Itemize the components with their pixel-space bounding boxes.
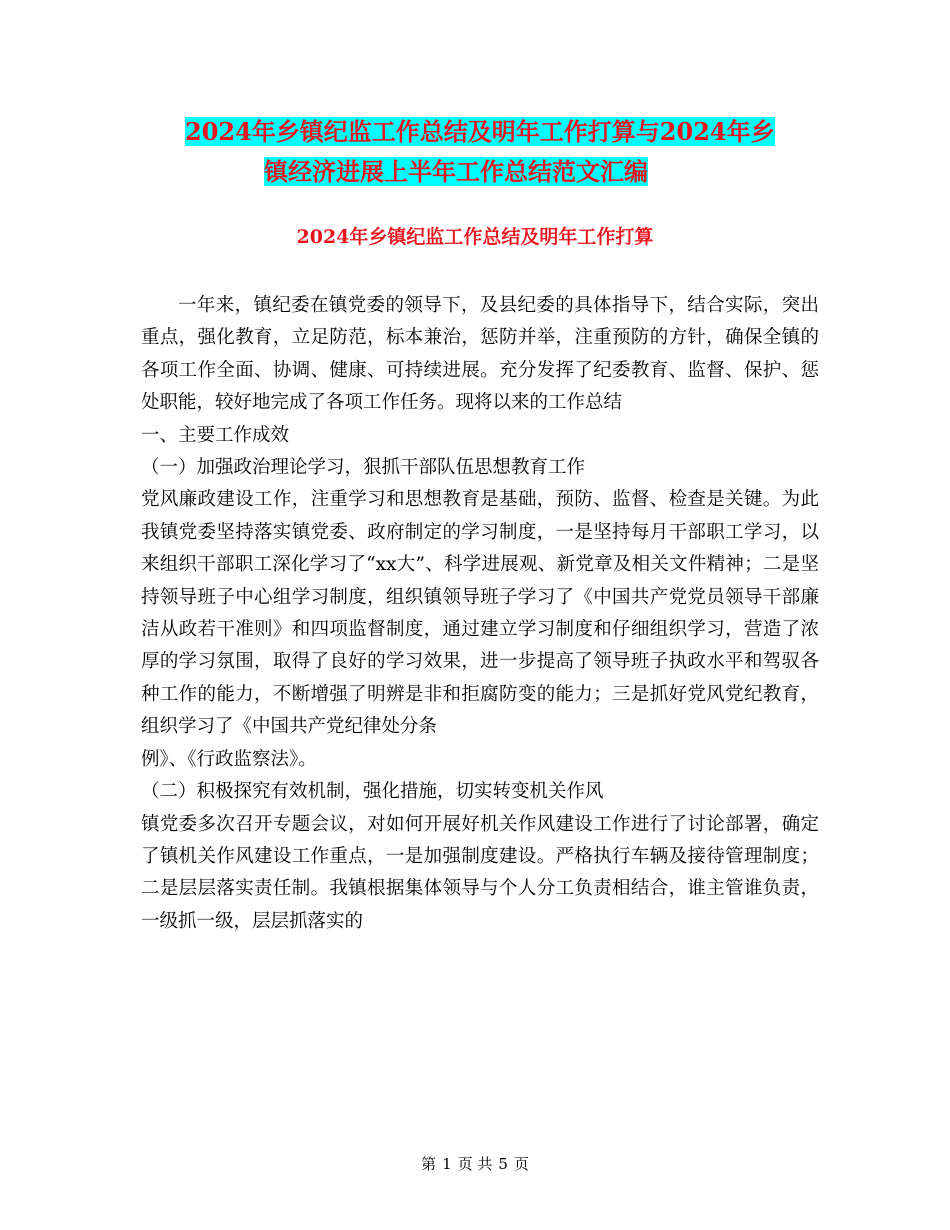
heading-work-style: （二）积极探究有效机制，强化措施，切实转变机关作风 (141, 781, 604, 803)
section-title: 2024年乡镇纪监工作总结及明年工作打算 (296, 226, 654, 248)
page-footer (0, 1154, 950, 1174)
heading-political-study: （一）加强政治理论学习，狠抓干部队伍思想教育工作 (141, 457, 586, 479)
political-study-paragraph-tail: 例》、《行政监察法》。 (141, 748, 317, 770)
main-title-line-2: 镇经济进展上半年工作总结范文汇编 (264, 157, 648, 186)
main-title-line-1: 2024年乡镇纪监工作总结及明年工作打算与2024年乡 (185, 117, 775, 146)
document-main-title (141, 112, 831, 192)
footer-label-page: 第 (421, 1155, 437, 1173)
footer-page-number: 1 (442, 1155, 452, 1173)
footer-total-pages: 5 (498, 1155, 508, 1173)
footer-label-of: 页 共 (457, 1155, 493, 1173)
work-style-paragraph: 镇党委多次召开专题会议，对如何开展好机关作风建设工作进行了讨论部署，确定了镇机关作风建设工作重点，一是加强制度建设。严格执行车辆及接待管理制度；二是层层落实责任制。我镇根据集体领导与个人分工负责相结合，谁主管谁负责，一级抓一级，层层抓落实的 (141, 813, 819, 932)
document-body (141, 290, 819, 938)
political-study-paragraph: 党风廉政建设工作，注重学习和思想教育是基础，预防、监督、检查是关键。为此我镇党委坚持落实镇党委、政府制定的学习制度，一是坚持每月干部职工学习，以来组织干部职工深化学习了“xx大”、科学进展观、新党章及相关文件精神；二是坚持领导班子中心组学习制度，组织镇领导班子学习了《中国共产党党员领导干部廉洁从政若干准则》和四项监督制度，通过建立学习制度和仔细组织学习，营造了浓厚的学习氛围，取得了良好的学习效果，进一步提高了领导班子执政水平和驾驭各种工作的能力，不断增强了明辨是非和拒腐防变的能力；三是抓好党风党纪教育，组织学习了《中国共产党纪律处分条 (141, 489, 819, 738)
intro-paragraph: 一年来，镇纪委在镇党委的领导下，及县纪委的具体指导下，结合实际，突出重点，强化教育，立足防范，标本兼治，惩防并举，注重预防的方针，确保全镇的各项工作全面、协调、健康、可持续进展。充分发挥了纪委教育、监督、保护、惩处职能，较好地完成了各项工作任务。现将以来的工作总结 (141, 295, 819, 414)
heading-main-achievements: 一、主要工作成效 (141, 424, 290, 446)
footer-label-end: 页 (513, 1155, 529, 1173)
